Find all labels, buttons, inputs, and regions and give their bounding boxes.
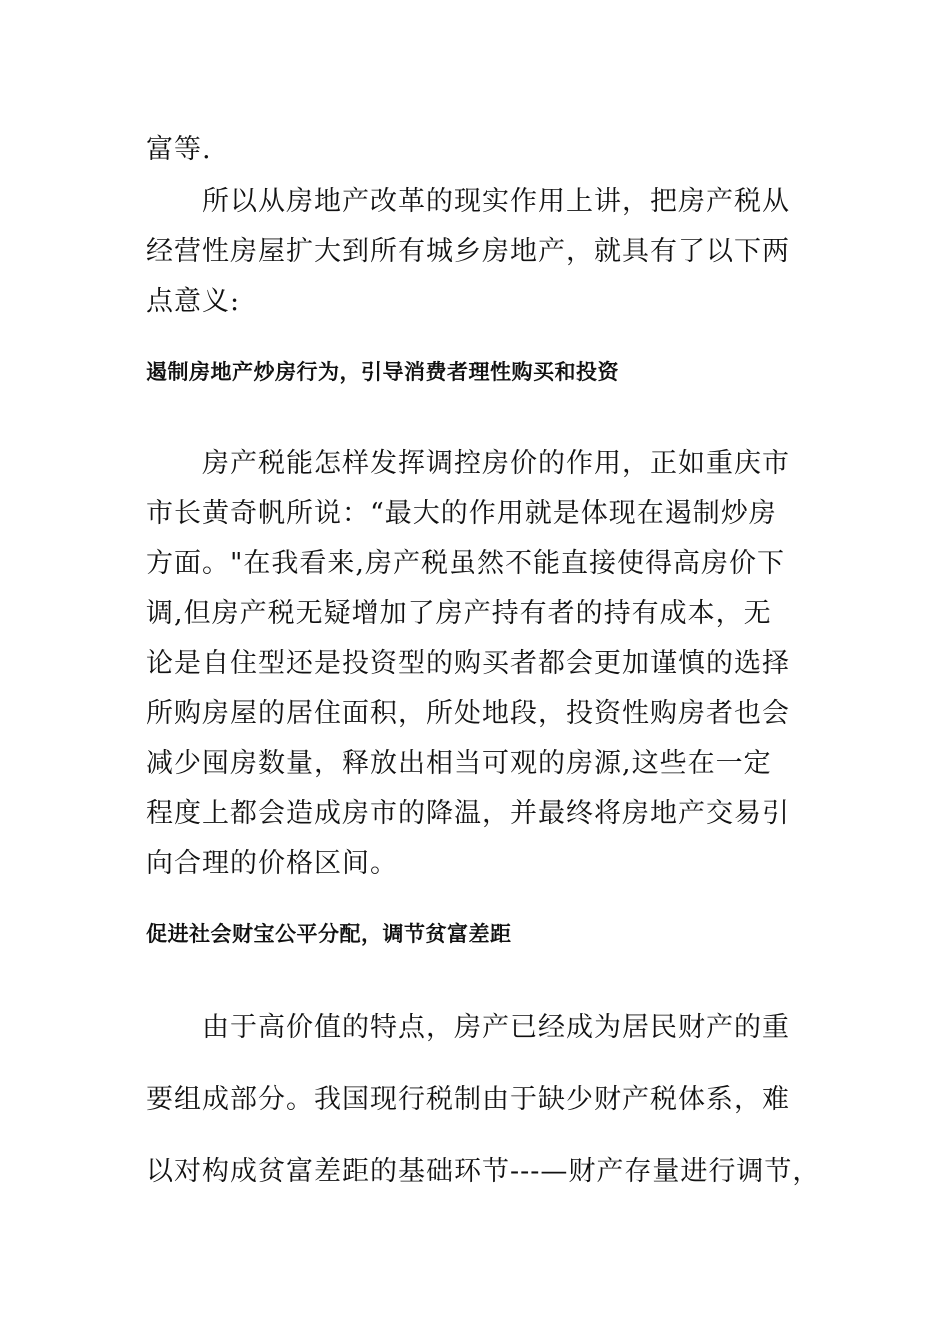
paragraph-line: 房产税能怎样发挥调控房价的作用，正如重庆市 <box>202 448 790 479</box>
paragraph-line: 以对构成贫富差距的基础环节---—财产存量进行调节， <box>146 1156 821 1187</box>
paragraph-line: 所以从房地产改革的现实作用上讲，把房产税从 <box>202 186 790 217</box>
paragraph-line: 程度上都会造成房市的降温，并最终将房地产交易引 <box>146 798 790 829</box>
paragraph-line: 由于高价值的特点，房产已经成为居民财产的重 <box>202 1012 790 1043</box>
section-heading: 遏制房地产炒房行为，引导消费者理性购买和投资 <box>146 360 619 384</box>
paragraph-line: 市长黄奇帆所说：“最大的作用就是体现在遏制炒房 <box>146 498 777 529</box>
paragraph-line: 减少囤房数量，释放出相当可观的房源,这些在一定 <box>146 748 772 779</box>
paragraph-line: 论是自住型还是投资型的购买者都会更加谨慎的选择 <box>146 648 790 679</box>
paragraph-line: 经营性房屋扩大到所有城乡房地产，就具有了以下两 <box>146 236 790 267</box>
paragraph-line: 点意义: <box>146 286 241 317</box>
section-heading: 促进社会财宝公平分配，调节贫富差距 <box>146 922 512 946</box>
paragraph-line: 要组成部分。我国现行税制由于缺少财产税体系，难 <box>146 1084 790 1115</box>
paragraph-line: 所购房屋的居住面积，所处地段，投资性购房者也会 <box>146 698 790 729</box>
paragraph-line: 方面。"在我看来,房产税虽然不能直接使得高房价下 <box>146 548 786 579</box>
paragraph-line: 调,但房产税无疑增加了房产持有者的持有成本，无 <box>146 598 772 629</box>
paragraph-line: 向合理的价格区间。 <box>146 848 398 879</box>
paragraph-line: 富等. <box>146 134 212 165</box>
